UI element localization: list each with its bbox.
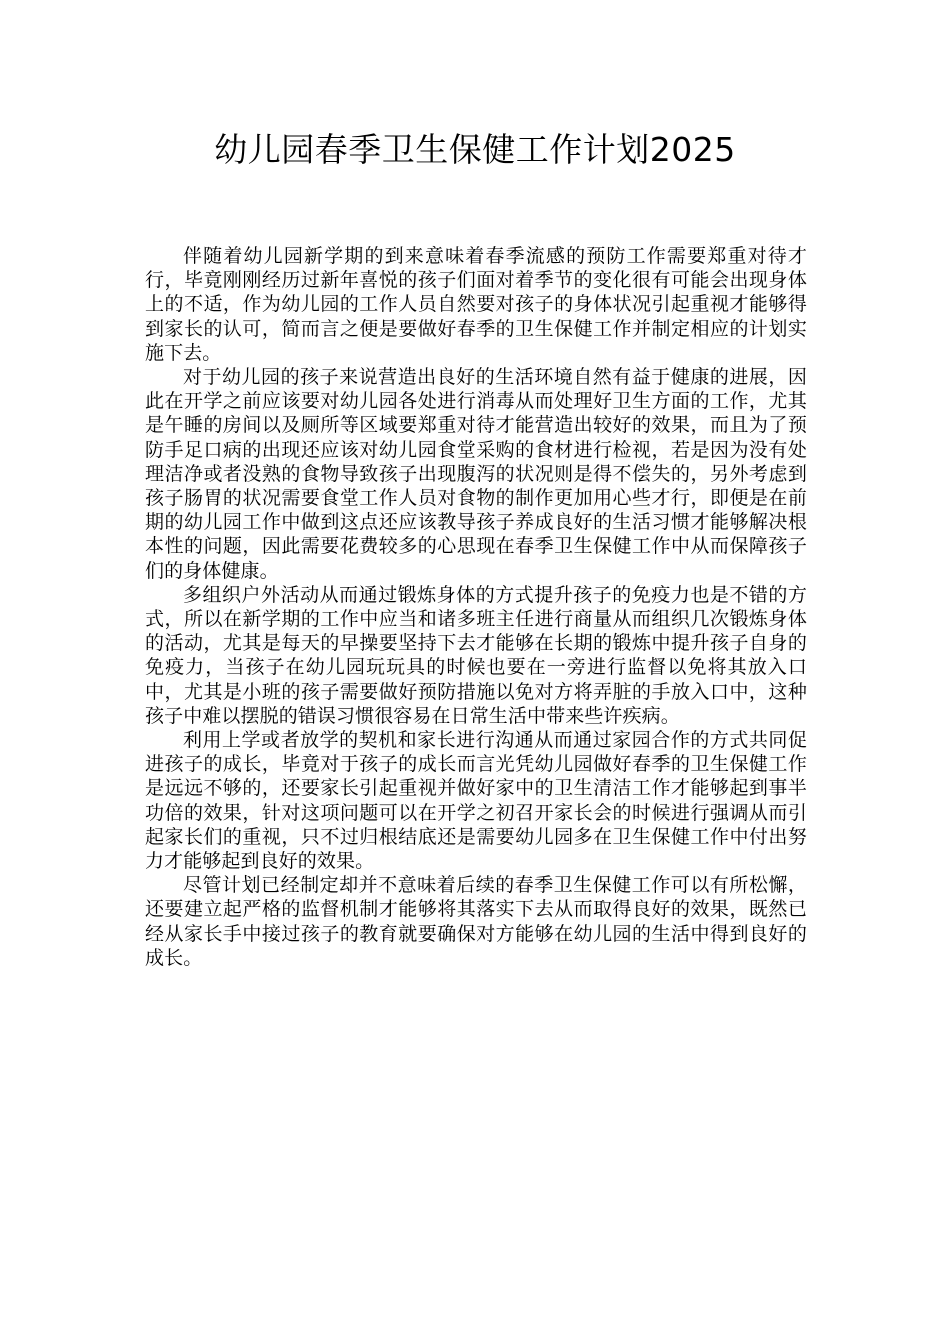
document-body: [145, 244, 807, 970]
paragraph: 多组织户外活动从而通过锻炼身体的方式提升孩子的免疫力也是不错的方式，所以在新学期的工作中应当和诸多班主任进行商量从而组织几次锻炼身体的活动，尤其是每天的早操要坚持下去才能够在长期的锻炼中提升孩子自身的免疫力，当孩子在幼儿园玩玩具的时候也要在一旁进行监督以免将其放入口中，尤其是小班的孩子需要做好预防措施以免对方将弄脏的手放入口中，这种孩子中难以摆脱的错误习惯很容易在日常生活中带来些许疾病。: [145, 583, 807, 727]
document-title: 幼儿园春季卫生保健工作计划2025: [214, 130, 736, 169]
paragraph: 尽管计划已经制定却并不意味着后续的春季卫生保健工作可以有所松懈，还要建立起严格的监督机制才能够将其落实下去从而取得良好的效果，既然已经从家长手中接过孩子的教育就要确保对方能够在幼儿园的生活中得到良好的成长。: [145, 874, 807, 969]
paragraph: 利用上学或者放学的契机和家长进行沟通从而通过家园合作的方式共同促进孩子的成长，毕竟对于孩子的成长而言光凭幼儿园做好春季的卫生保健工作是远远不够的，还要家长引起重视并做好家中的卫生清洁工作才能够起到事半功倍的效果，针对这项问题可以在开学之初召开家长会的时候进行强调从而引起家长们的重视，只不过归根结底还是需要幼儿园多在卫生保健工作中付出努力才能够起到良好的效果。: [145, 729, 807, 873]
paragraph: 对于幼儿园的孩子来说营造出良好的生活环境自然有益于健康的进展，因此在开学之前应该要对幼儿园各处进行消毒从而处理好卫生方面的工作，尤其是午睡的房间以及厕所等区域要郑重对待才能营造出较好的效果，而且为了预防手足口病的出现还应该对幼儿园食堂采购的食材进行检视，若是因为没有处理洁净或者没熟的食物导致孩子出现腹泻的状况则是得不偿失的，另外考虑到孩子肠胃的状况需要食堂工作人员对食物的制作更加用心些才行，即便是在前期的幼儿园工作中做到这点还应该教导孩子养成良好的生活习惯才能够解决根本性的问题，因此需要花费较多的心思现在春季卫生保健工作中从而保障孩子们的身体健康。: [145, 366, 807, 582]
paragraph: 伴随着幼儿园新学期的到来意味着春季流感的预防工作需要郑重对待才行，毕竟刚刚经历过新年喜悦的孩子们面对着季节的变化很有可能会出现身体上的不适，作为幼儿园的工作人员自然要对孩子的身体状况引起重视才能够得到家长的认可，简而言之便是要做好春季的卫生保健工作并制定相应的计划实施下去。: [145, 245, 807, 364]
